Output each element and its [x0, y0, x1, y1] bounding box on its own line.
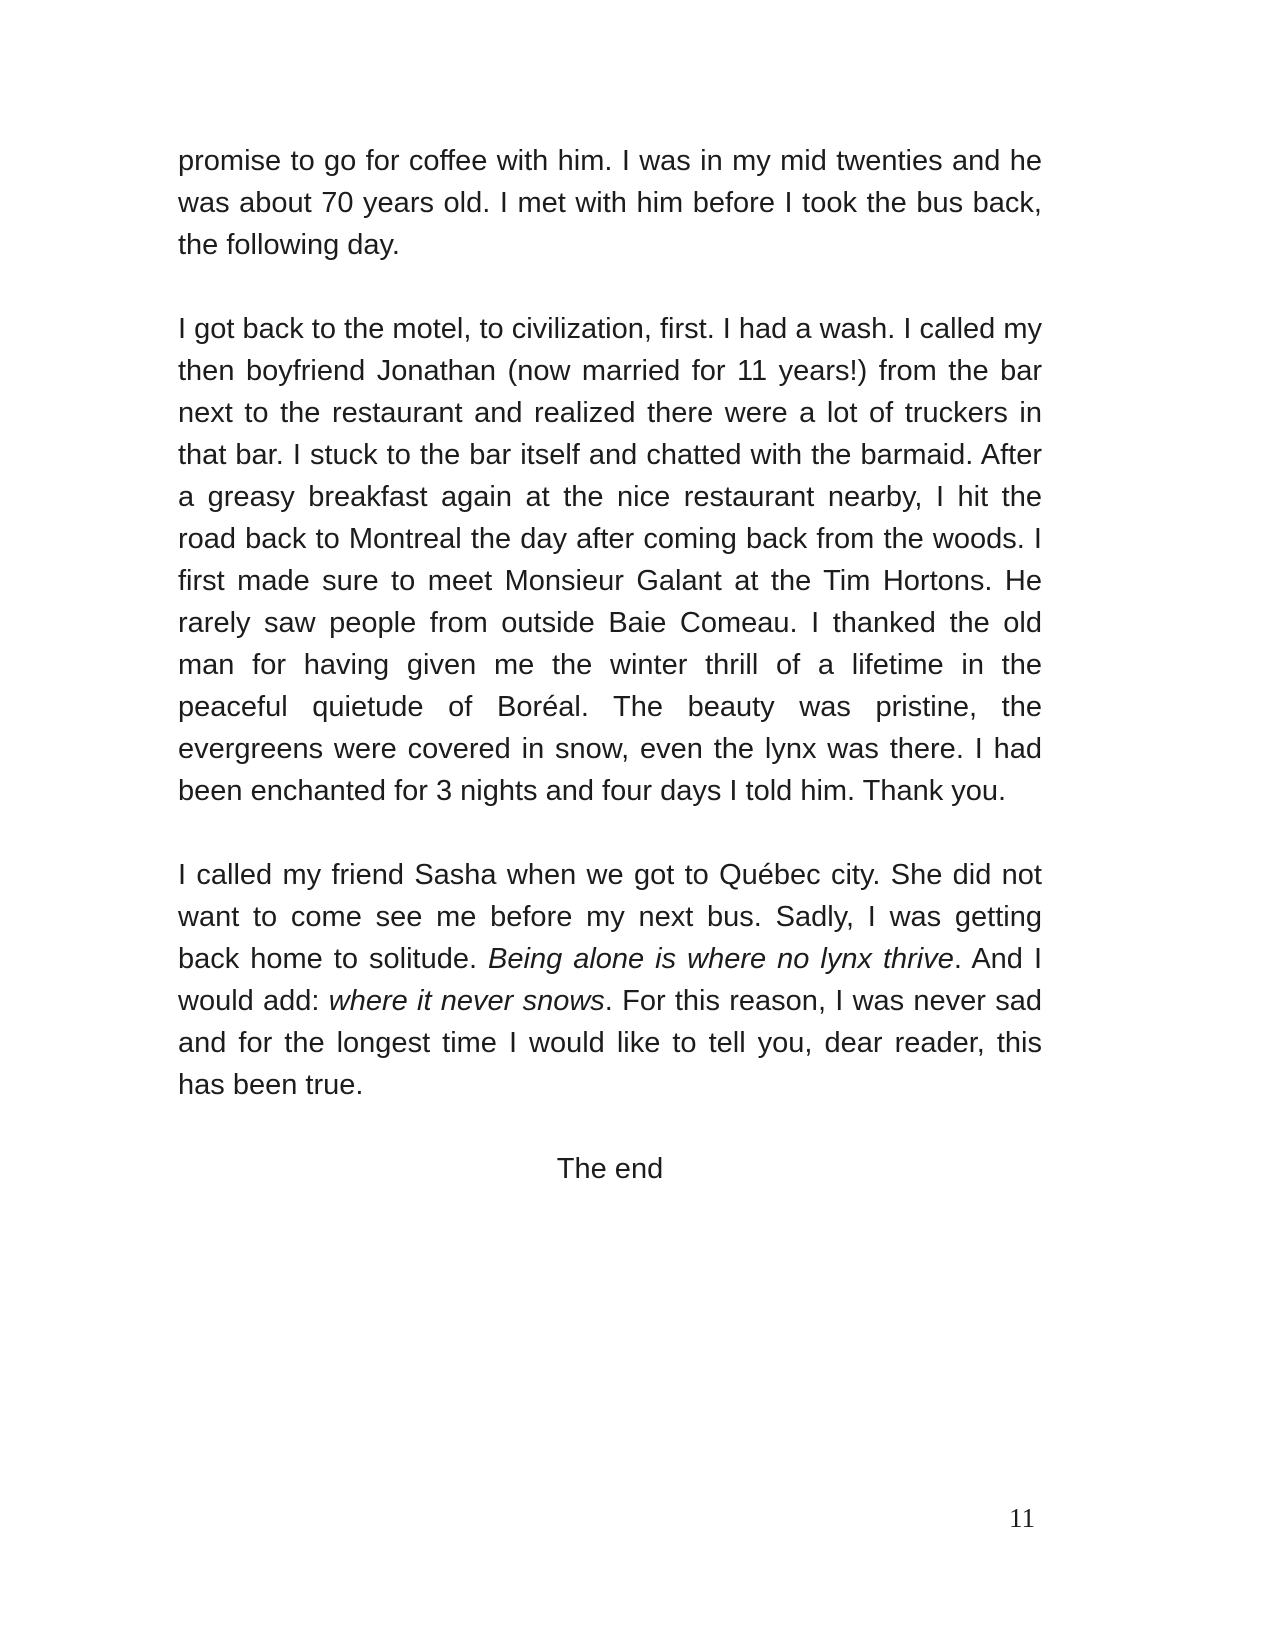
text-segment-italic: Being alone is where no lynx thrive	[488, 943, 954, 975]
the-end-label: The end	[556, 1153, 664, 1185]
text-segment: I called my friend Sasha when we got to Québec city. She did not want to come see me before my next bus. Sadly, I was getting back home to solitude.	[178, 859, 1042, 975]
paragraph-3	[178, 854, 1042, 1106]
page-number: 11	[1009, 1503, 1035, 1533]
paragraph-1: promise to go for coffee with him. I was in my mid twenties and he was about 70 years old. I met with him before I took the bus back, the following day.	[178, 145, 1042, 261]
text-segment-italic: where it never snows	[328, 985, 605, 1017]
text-segment: . And I would add:	[178, 943, 1043, 1017]
text-segment: . For this reason, I was never sad and for the longest time I would like to tell you, dear reader, this has been true.	[178, 985, 1042, 1101]
page-body	[178, 140, 1042, 1190]
paragraph-2: I got back to the motel, to civilization, first. I had a wash. I called my then boyfriend Jonathan (now married for 11 years!) from the bar next to the restaurant and realized there were a lot of truckers in that bar. I stuck to the bar itself and chatted with the barmaid. After a greasy breakfast again at the nice restaurant nearby, I hit the road back to Montreal the day after coming back from the woods. I first made sure to meet Monsieur Galant at the Tim Hortons. He rarely saw people from outside Baie Comeau. I thanked the old man for having given me the winter thrill of a lifetime in the peaceful quietude of Boréal. The beauty was pristine, the evergreens were covered in snow, even the lynx was there. I had been enchanted for 3 nights and four days I told him. Thank you.	[178, 313, 1042, 807]
